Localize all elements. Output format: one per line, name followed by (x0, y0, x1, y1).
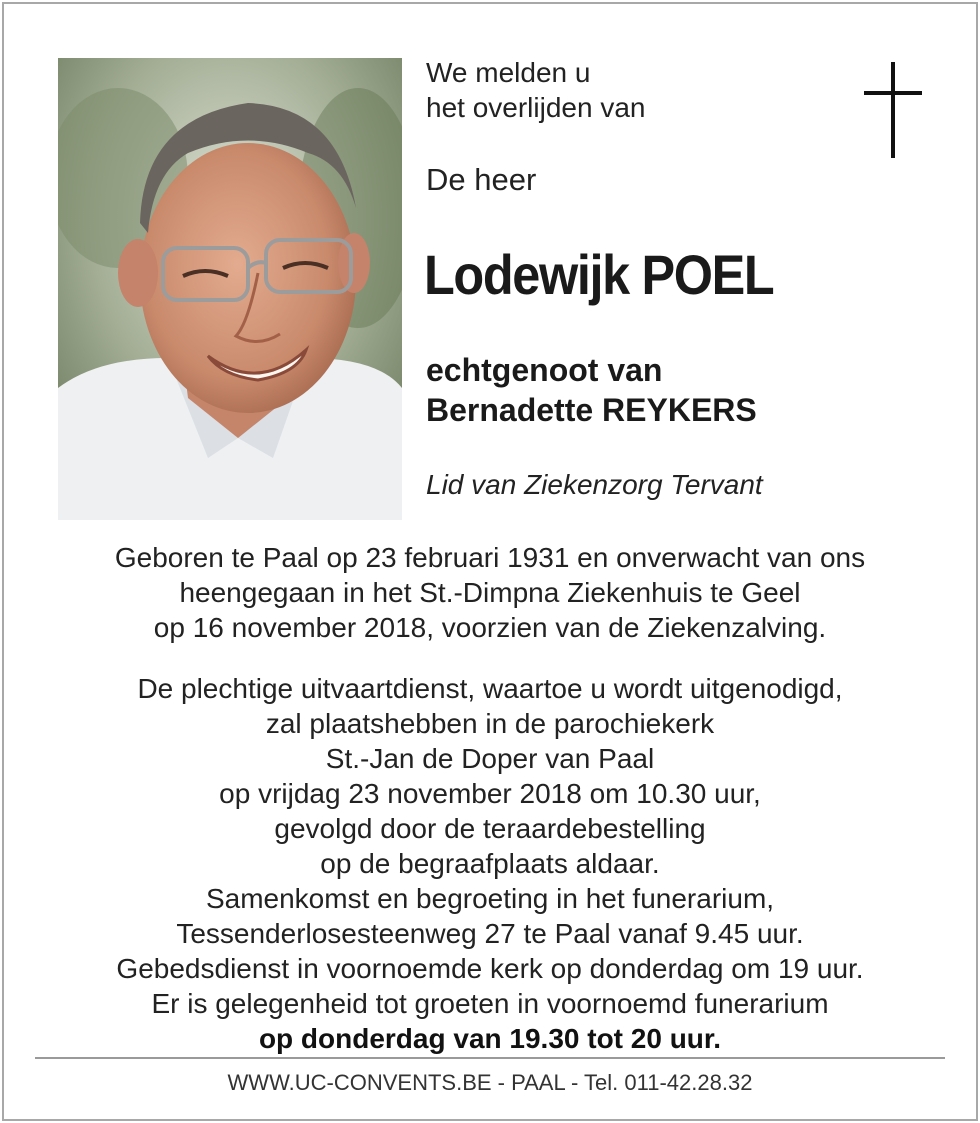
text-line: St.-Jan de Doper van Paal (325, 743, 655, 774)
text-line: Geboren te Paal op 23 februari 1931 en onverwacht van ons (114, 542, 866, 573)
deceased-name: Lodewijk POEL (424, 243, 774, 306)
spouse-name: Bernadette REYKERS (426, 392, 757, 428)
funeral-paragraph (0, 671, 980, 1056)
footer-divider (35, 1057, 945, 1059)
text-line: op vrijdag 23 november 2018 om 10.30 uur, (219, 778, 761, 809)
text-line: gevolgd door de teraardebestelling (274, 813, 706, 844)
membership: Lid van Ziekenzorg Tervant (426, 469, 763, 500)
spouse-info (426, 350, 757, 430)
text-line: Samenkomst en begroeting in het funerarium, (205, 883, 775, 914)
intro-line: We melden u (426, 57, 591, 88)
cross-icon (864, 62, 922, 158)
text-line: Tessenderlosesteenweg 27 te Paal vanaf 9.45 uur. (176, 918, 804, 949)
text-line: zal plaatshebben in de parochiekerk (265, 708, 715, 739)
text-line: De plechtige uitvaartdienst, waartoe u wordt uitgenodigd, (137, 673, 843, 704)
text-line: Gebedsdienst in voornoemde kerk op donderdag om 19 uur. (116, 953, 864, 984)
visiting-hours: op donderdag van 19.30 tot 20 uur. (258, 1023, 722, 1054)
birth-death-paragraph (0, 540, 980, 645)
spouse-line: echtgenoot van (426, 352, 663, 388)
text-line: op de begraafplaats aldaar. (320, 848, 660, 879)
honorific: De heer (426, 162, 537, 197)
intro-text (426, 55, 645, 125)
portrait-photo (58, 58, 402, 520)
text-line: Er is gelegenheid tot groeten in voornoemd funerarium (151, 988, 829, 1019)
text-line: heengegaan in het St.-Dimpna Ziekenhuis te Geel (179, 577, 801, 608)
text-line: op 16 november 2018, voorzien van de Ziekenzalving. (153, 612, 827, 643)
footer-contact: WWW.UC-CONVENTS.BE - PAAL - Tel. 011-42.28.32 (227, 1070, 753, 1095)
intro-line: het overlijden van (426, 92, 646, 123)
